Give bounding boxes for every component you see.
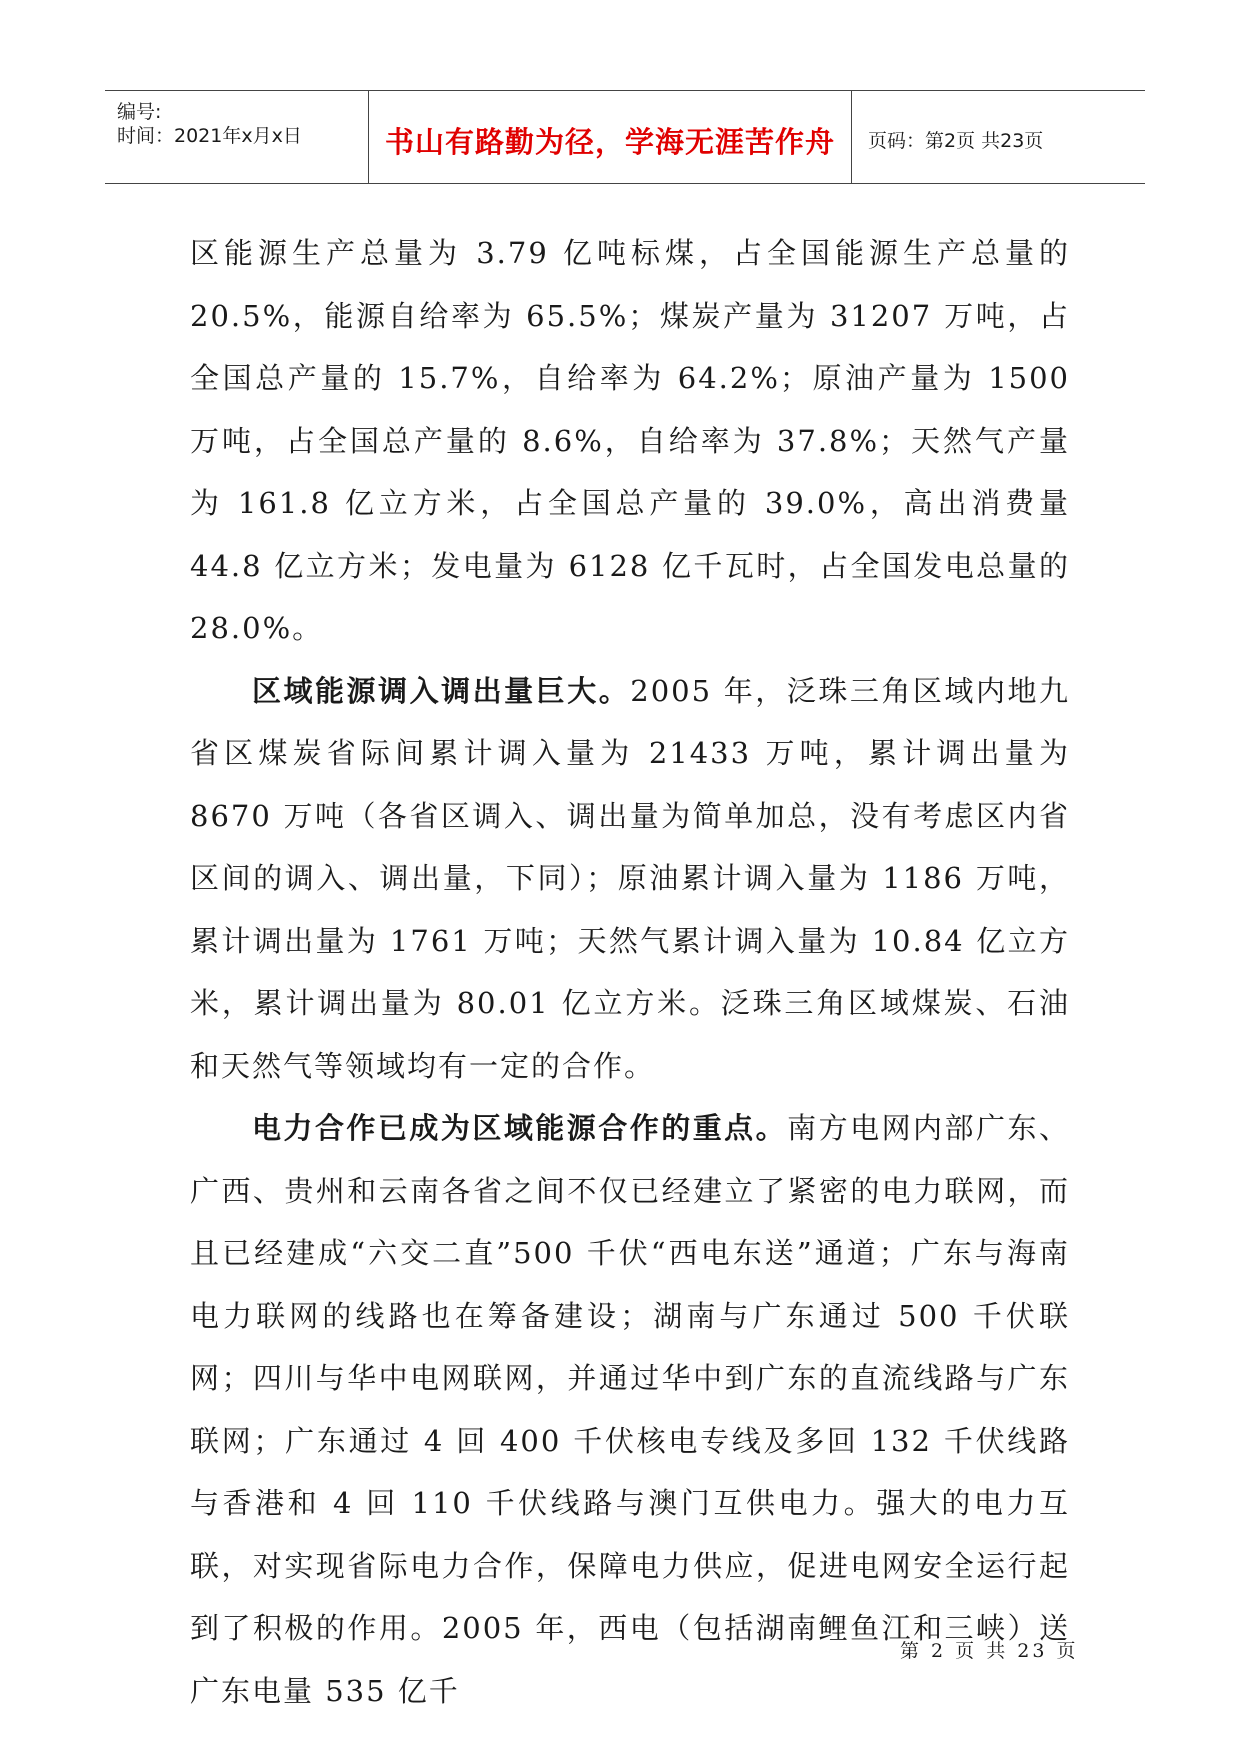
header-right-cell [852, 91, 1145, 183]
paragraph-2-text: 2005 年，泛珠三角区域内地九省区煤炭省际间累计调入量为 21433 万吨，累计调出量为 8670 万吨（各省区调入、调出量为简单加总，没有考虑区内省区间的调入、调出量，下同）；原油累计调入量为 1186 万吨，累计调出量为 1761 万吨；天然气累计调入量为 10.84 亿立方米，累计调出量为 80.01 亿立方米。泛珠三角区域煤炭、石油和天然气等领域均有一定的合作。 [190, 673, 1070, 1083]
paragraph-3 [190, 1097, 1070, 1722]
header-page-info: 页码：第2页 共23页 [868, 130, 1044, 152]
header-left-cell [105, 91, 369, 183]
page-header [105, 90, 1145, 184]
page-footer: 第 2 页 共 23 页 [900, 1640, 1079, 1662]
header-motto: 书山有路勤为径，学海无涯苦作舟 [384, 125, 835, 159]
paragraph-1-text: 区能源生产总量为 3.79 亿吨标煤，占全国能源生产总量的 20.5%，能源自给率为 65.5%；煤炭产量为 31207 万吨，占全国总产量的 15.7%，自给率为 64.2%；原油产量为 1500 万吨，占全国总产量的 8.6%，自给率为 37.8%；天然气产量为 161.8 亿立方米，占全国总产量的 39.0%，高出消费量 44.8 亿立方米；发电量为 6128 亿千瓦时，占全国发电总量的 28.0%。 [190, 236, 1070, 645]
paragraph-2-heading: 区域能源调入调出量巨大。 [252, 673, 631, 708]
paragraph-3-text: 南方电网内部广东、广西、贵州和云南各省之间不仅已经建立了紧密的电力联网，而且已经建成“六交二直”500 千伏“西电东送”通道；广东与海南电力联网的线路也在筹备建设；湖南与广东通过 500 千伏联网；四川与华中电网联网，并通过华中到广东的直流线路与广东联网；广东通过 4 回 400 千伏核电专线及多回 132 千伏线路与香港和 4 回 110 千伏线路与澳门互供电力。强大的电力互联，对实现省际电力合作，保障电力供应，促进电网安全运行起到了积极的作用。2005 年，西电（包括湖南鲤鱼江和三峡）送广东电量 535 亿千 [190, 1111, 1070, 1708]
time-label: 时间：2021年x月x日 [117, 125, 302, 147]
document-body [190, 222, 1070, 1722]
serial-number-label: 编号: [117, 101, 162, 123]
paragraph-2 [190, 660, 1070, 1098]
header-motto-cell [369, 91, 852, 183]
paragraph-1 [190, 222, 1070, 660]
paragraph-3-heading: 电力合作已成为区域能源合作的重点。 [252, 1111, 788, 1145]
